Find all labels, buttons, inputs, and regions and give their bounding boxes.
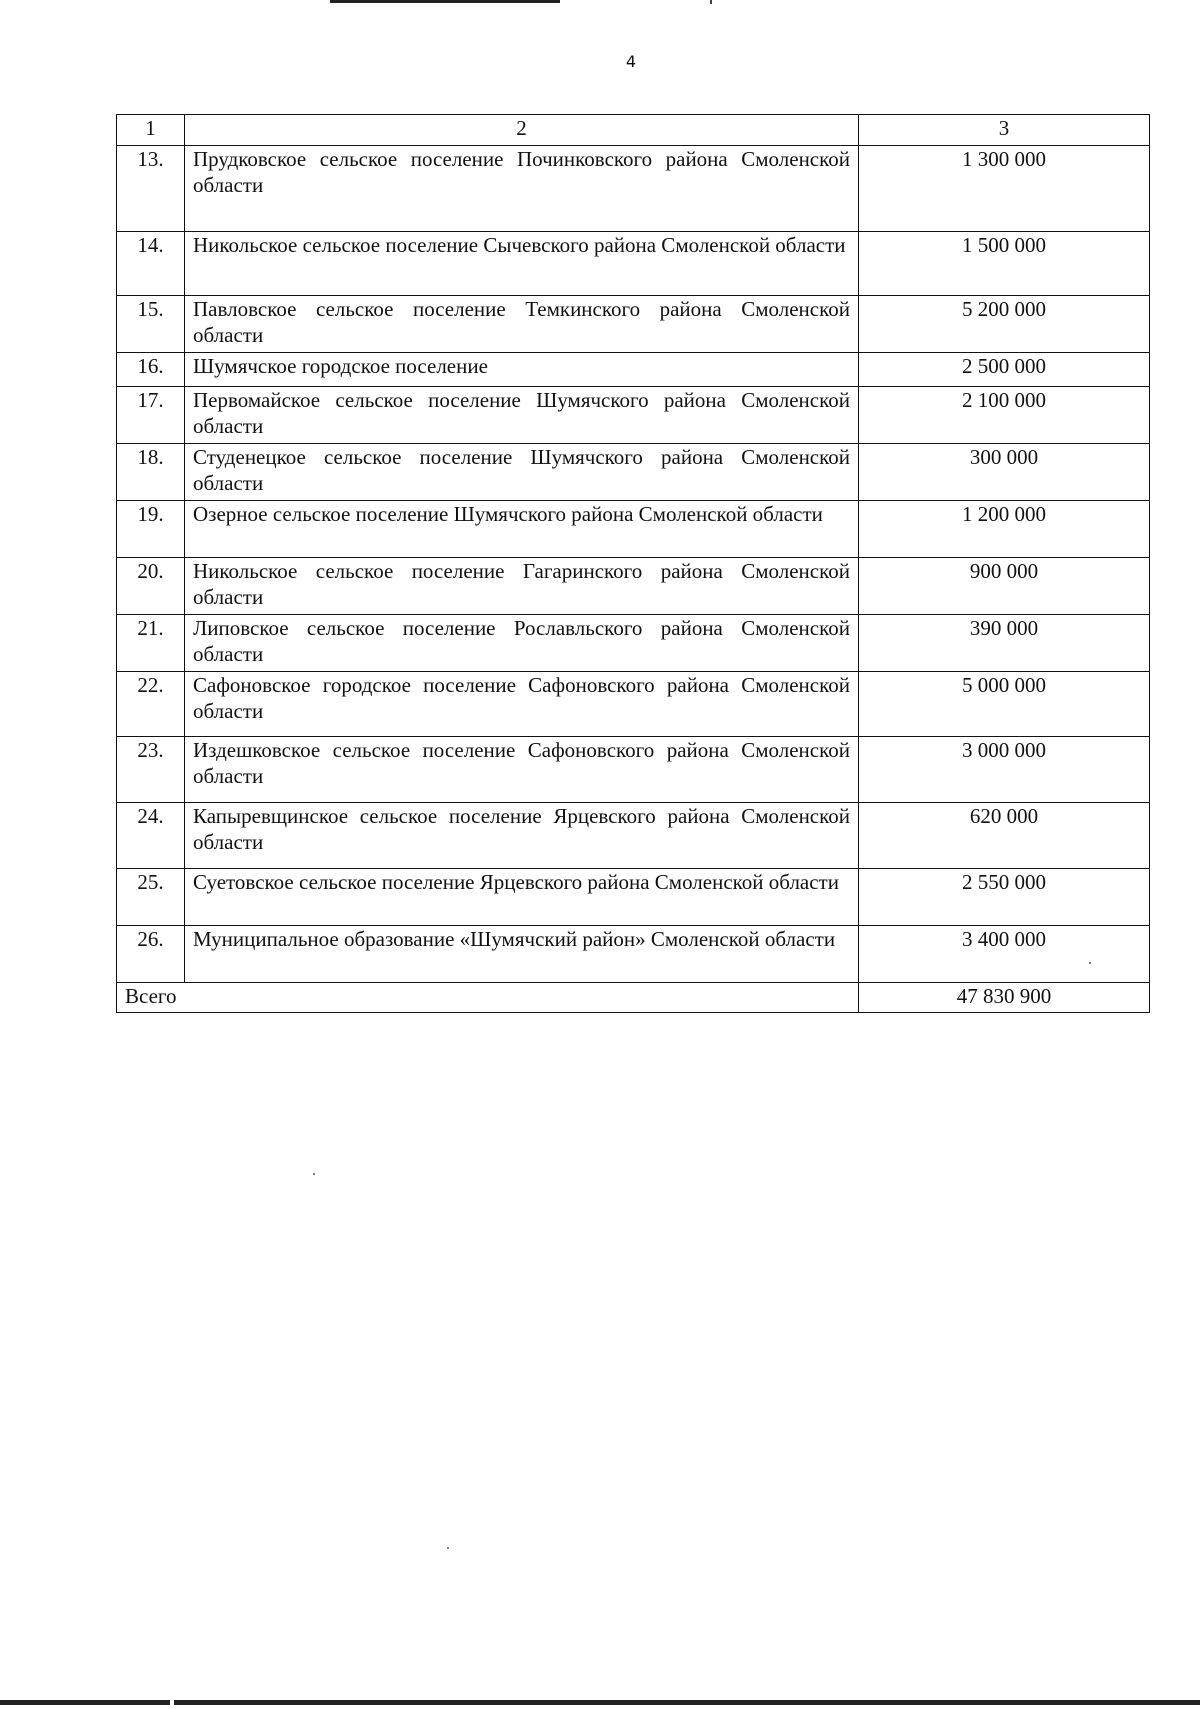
row-number: 24. <box>117 803 185 869</box>
row-amount: 1 200 000 <box>859 501 1150 558</box>
row-municipality: Первомайское сельское поселение Шумячского района Смоленской области <box>185 387 859 444</box>
table-row <box>117 501 1150 558</box>
table-row <box>117 558 1150 615</box>
scan-artifact-top-dash <box>710 0 712 4</box>
row-municipality: Прудковское сельское поселение Починковского района Смоленской области <box>185 146 859 232</box>
row-number: 19. <box>117 501 185 558</box>
row-number: 26. <box>117 926 185 983</box>
total-amount: 47 830 900 <box>859 983 1150 1013</box>
row-municipality: Сафоновское городское поселение Сафоновского района Смоленской области <box>185 672 859 737</box>
row-amount: 390 000 <box>859 615 1150 672</box>
table-row <box>117 869 1150 926</box>
row-amount: 3 400 000 <box>859 926 1150 983</box>
row-amount: 2 100 000 <box>859 387 1150 444</box>
row-municipality: Озерное сельское поселение Шумячского района Смоленской области <box>185 501 859 558</box>
row-number: 23. <box>117 737 185 803</box>
row-number: 13. <box>117 146 185 232</box>
row-municipality: Капыревщинское сельское поселение Ярцевского района Смоленской области <box>185 803 859 869</box>
table-row <box>117 444 1150 501</box>
row-amount: 620 000 <box>859 803 1150 869</box>
row-number: 17. <box>117 387 185 444</box>
column-header-number: 1 <box>117 115 185 146</box>
row-number: 18. <box>117 444 185 501</box>
row-amount: 900 000 <box>859 558 1150 615</box>
row-municipality: Павловское сельское поселение Темкинского района Смоленской области <box>185 296 859 353</box>
row-number: 25. <box>117 869 185 926</box>
row-amount: 1 300 000 <box>859 146 1150 232</box>
scan-speck <box>447 1547 449 1549</box>
row-number: 14. <box>117 232 185 296</box>
row-amount: 2 500 000 <box>859 353 1150 387</box>
row-municipality: Студенецкое сельское поселение Шумячского района Смоленской области <box>185 444 859 501</box>
row-municipality: Суетовское сельское поселение Ярцевского района Смоленской области <box>185 869 859 926</box>
table-row <box>117 803 1150 869</box>
table-row <box>117 387 1150 444</box>
row-amount: 5 000 000 <box>859 672 1150 737</box>
column-header-name: 2 <box>185 115 859 146</box>
row-municipality: Никольское сельское поселение Сычевского района Смоленской области <box>185 232 859 296</box>
column-header-amount: 3 <box>859 115 1150 146</box>
table-header-row <box>117 115 1150 146</box>
row-municipality: Липовское сельское поселение Рославльского района Смоленской области <box>185 615 859 672</box>
table-row <box>117 926 1150 983</box>
scan-artifact-bottom <box>0 1700 1200 1705</box>
row-municipality: Шумячское городское поселение <box>185 353 859 387</box>
row-number: 20. <box>117 558 185 615</box>
row-amount: 1 500 000 <box>859 232 1150 296</box>
table-row <box>117 353 1150 387</box>
total-label: Всего <box>117 983 859 1013</box>
row-amount: 2 550 000 <box>859 869 1150 926</box>
table-total-row <box>117 983 1150 1013</box>
scan-speck <box>313 1173 315 1175</box>
row-municipality: Издешковское сельское поселение Сафоновского района Смоленской области <box>185 737 859 803</box>
row-amount: 300 000 <box>859 444 1150 501</box>
table-row <box>117 737 1150 803</box>
scan-speck <box>1089 962 1091 964</box>
table-row <box>117 615 1150 672</box>
table-row <box>117 146 1150 232</box>
scan-artifact-top <box>330 0 560 3</box>
row-amount: 3 000 000 <box>859 737 1150 803</box>
page-number: 4 <box>625 52 637 71</box>
row-amount: 5 200 000 <box>859 296 1150 353</box>
allocation-table <box>116 114 1150 1013</box>
scan-artifact-bottom-gap <box>170 1700 174 1705</box>
table-row <box>117 232 1150 296</box>
row-number: 21. <box>117 615 185 672</box>
table-row <box>117 672 1150 737</box>
row-municipality: Никольское сельское поселение Гагаринского района Смоленской области <box>185 558 859 615</box>
row-number: 22. <box>117 672 185 737</box>
table-row <box>117 296 1150 353</box>
row-municipality: Муниципальное образование «Шумячский район» Смоленской области <box>185 926 859 983</box>
row-number: 15. <box>117 296 185 353</box>
row-number: 16. <box>117 353 185 387</box>
